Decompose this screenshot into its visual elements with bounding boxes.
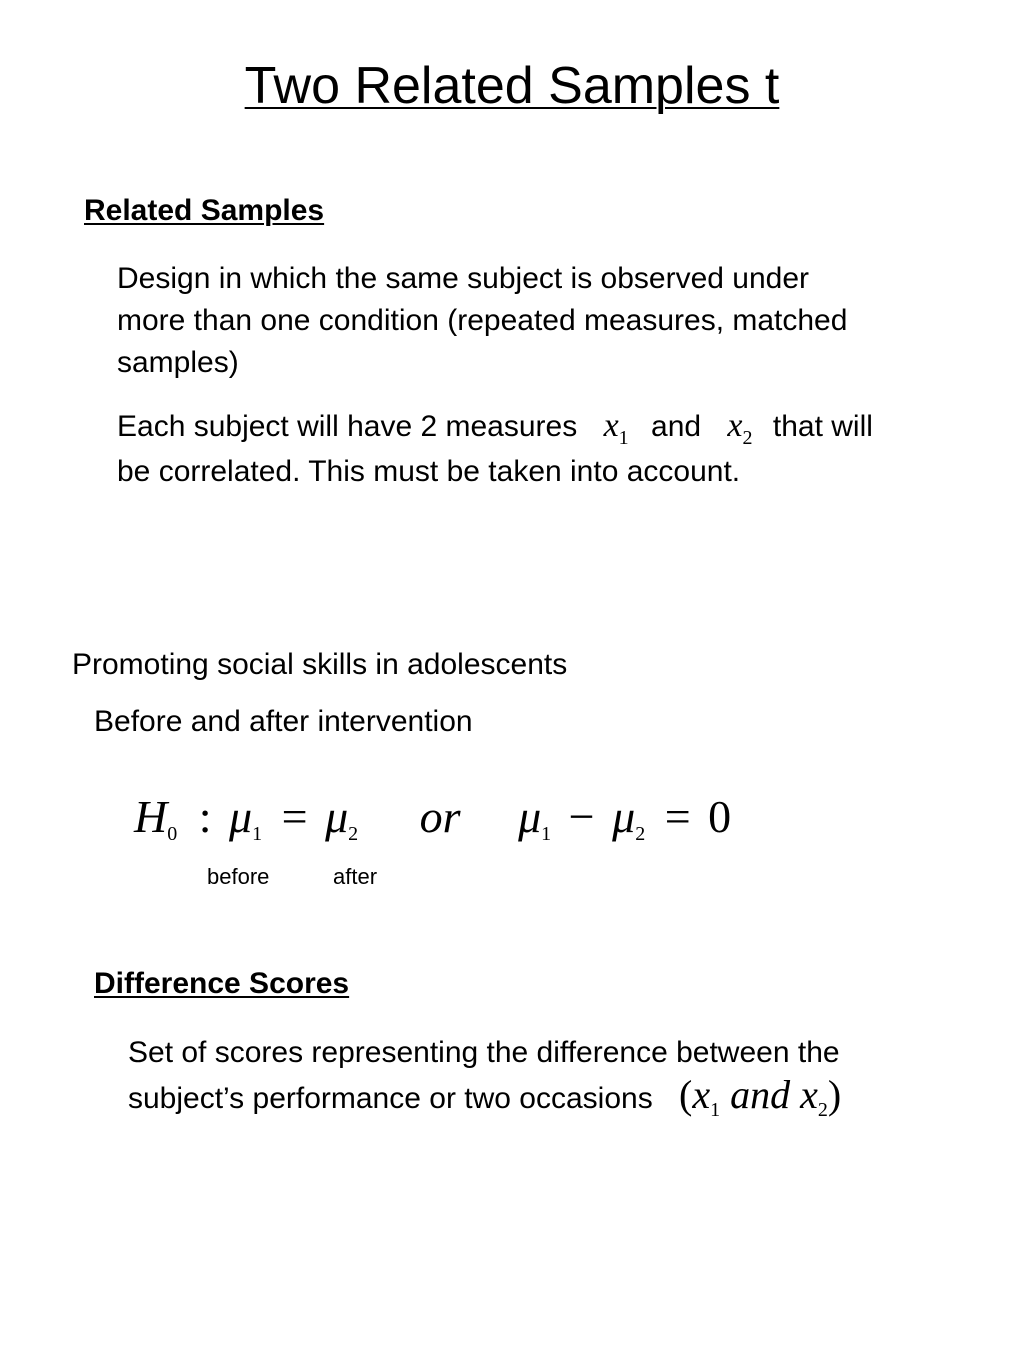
definition-line-2: more than one condition (repeated measures, matched <box>117 304 848 337</box>
formula-mu2-diff: μ2 <box>612 791 646 845</box>
page-title: Two Related Samples t <box>244 57 780 115</box>
formula-mu1-diff: μ1 <box>518 791 552 845</box>
formula-colon: : <box>198 791 212 842</box>
difference-scores-definition <box>128 1032 841 1123</box>
label-before: before <box>207 864 270 889</box>
definition-line-1: Design in which the same subject is observed under <box>117 262 810 295</box>
variable-x2: $x_2$ <box>727 407 753 449</box>
formula-equals-1: = <box>281 791 308 842</box>
formula-H: H <box>134 791 168 842</box>
definition-line-3: samples) <box>117 346 239 379</box>
example-subtitle: Before and after intervention <box>94 705 473 738</box>
formula-zero: 0 <box>708 791 732 842</box>
related-samples-heading: Related Samples <box>84 194 325 227</box>
measures-and: and <box>651 410 702 443</box>
label-after: after <box>333 864 378 889</box>
related-samples-definition <box>117 258 847 384</box>
formula-mu2: μ2 <box>325 791 359 845</box>
measures-line-2: be correlated. This must be taken into account. <box>117 455 741 488</box>
difference-scores-heading: Difference Scores <box>94 967 350 1000</box>
formula-equals-2: = <box>664 791 691 842</box>
difference-line-1: Set of scores representing the difference between the <box>128 1036 840 1069</box>
formula-mu1: μ1 <box>229 791 263 845</box>
measures-text-end: that will <box>772 410 873 443</box>
variable-x1: $x_1$ <box>603 407 629 449</box>
difference-pair-expression: ($x_1$ and $x_2$) <box>679 1072 842 1121</box>
difference-line-2: subject’s performance or two occasions ($x_1$ and $x_2$) <box>128 1072 842 1121</box>
measures-line-1 <box>117 405 873 451</box>
example-title: Promoting social skills in adolescents <box>72 648 568 681</box>
measures-paragraph <box>117 405 873 493</box>
formula-minus: − <box>568 791 595 842</box>
measures-text-start: Each subject will have 2 measures <box>117 410 578 443</box>
null-hypothesis-formula: H0 : μ1 = μ2 or μ1 − μ2 = 0 <box>134 791 732 845</box>
formula-or: or <box>419 791 461 842</box>
